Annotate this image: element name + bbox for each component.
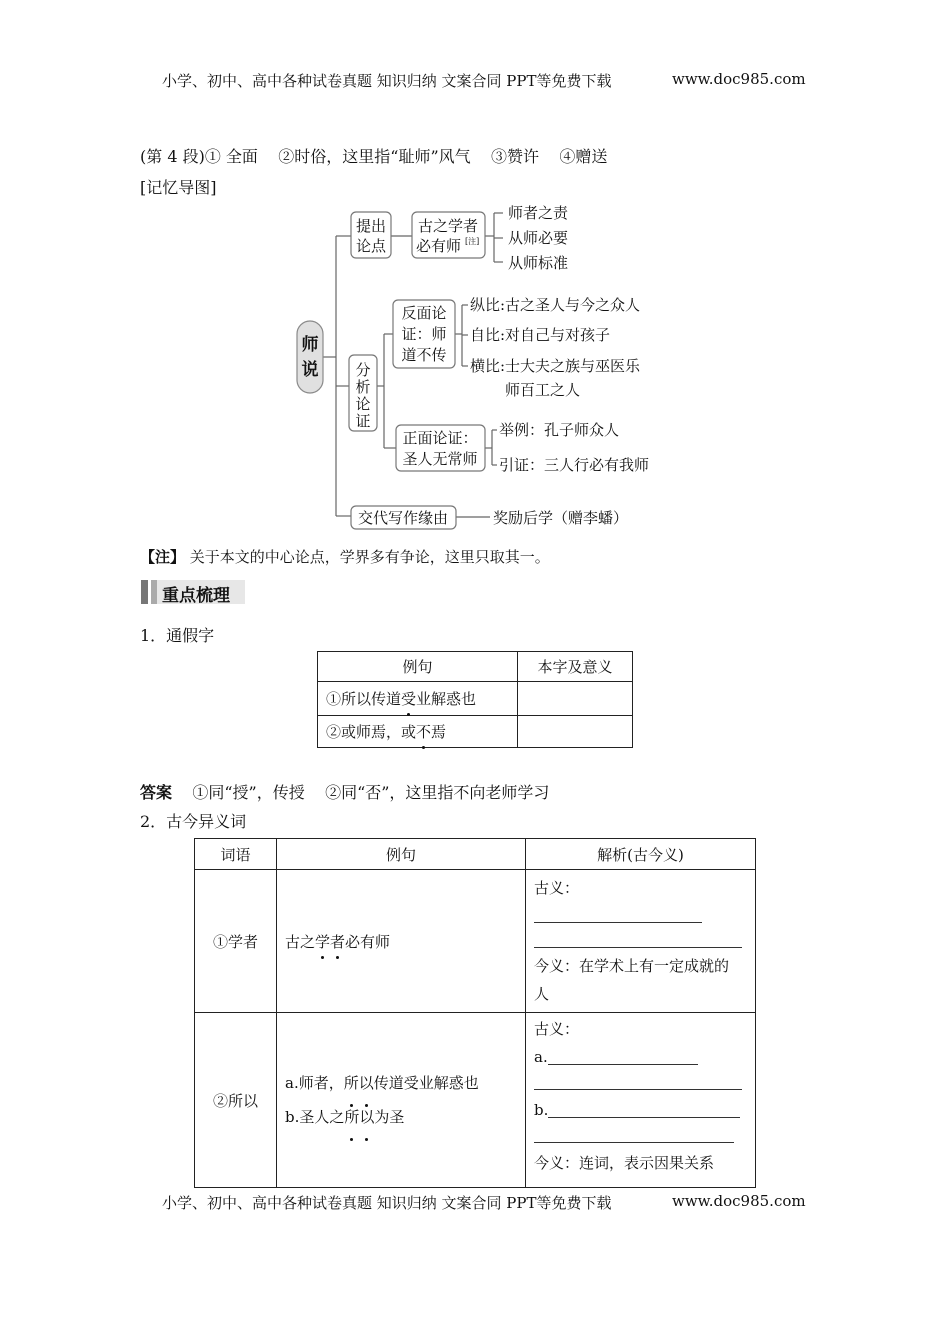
blank-2a-label: a. [534,1048,548,1066]
tongjia-heading: 1．通假字 [140,626,215,645]
notes-line: (第 4 段)① 全面 ②时俗，这里指“耻师”风气 ③赞许 ④赠送 [140,147,608,166]
modern-meaning-2: 今义：连词，表示因果关系 [534,1154,715,1172]
positive-leaf-1: 举例：孔子师众人 [499,421,620,439]
blank-2a-row [534,1043,747,1071]
ancient-label-2: 古义： [534,1020,580,1038]
note-tag: 【注】 [140,548,186,566]
tongjia-sentence-1: ①所以传道受业解惑也 [318,682,518,716]
gujin-sentence-2b: b.圣人之所以为圣 [285,1100,517,1134]
branch2-char-3: 论 [355,395,371,413]
positive-line1: 正面论证： [402,429,478,447]
tongjia-table [317,651,633,748]
gujin-sentence-1: 古之学者必有师 [277,870,526,1013]
branch1-line1: 提出 [355,217,387,235]
branch1-line2: 论点 [355,237,387,255]
gujin-header-word: 词语 [195,839,277,870]
negative-leaf-1: 纵比:古之圣人与今之众人 [470,296,641,314]
negative-line3: 道不传 [401,346,447,364]
blank-2b-label: b. [534,1101,549,1119]
note-line [140,546,550,567]
thesis-note-mark: [注] [465,237,480,246]
branch2-char-1: 分 [355,361,371,379]
negative-leaf-2: 自比:对自己与对孩子 [470,326,611,344]
tongjia-sentence-2: ②或师焉，或不焉 [318,716,518,748]
branch2-char-4: 证 [355,412,371,430]
blank-2b-row [534,1096,747,1124]
blank-2b2[interactable] [534,1126,734,1143]
tongjia-answer-cell-1[interactable] [518,682,633,716]
blank-2a[interactable] [548,1048,698,1065]
gujin-sentence-2 [277,1013,526,1188]
section-title: 重点梳理 [162,586,230,606]
gujin-analysis-1 [526,870,756,1013]
gujin-word-2: ②所以 [195,1013,277,1188]
blank-1b[interactable] [534,931,742,948]
table-row [195,870,756,1013]
memory-map-label: [记忆导图] [140,178,217,197]
negative-leaf-3: 横比:士大夫之族与巫医乐 [470,357,641,375]
positive-leaf-2: 引证：三人行必有我师 [499,456,650,474]
gujin-word-1: ①学者 [195,870,277,1013]
root-node [297,321,323,393]
thesis-line1: 古之学者 [417,217,479,235]
branch3-label: 交代写作缘由 [357,509,449,527]
positive-line2: 圣人无常师 [402,450,478,468]
thesis-line2: 必有师 [416,237,462,255]
modern-meaning-1: 今义：在学术上有一定成就的人 [534,957,730,1003]
gujin-table [194,838,756,1188]
mind-map [0,0,950,545]
gujin-sentence-2a: a.师者，所以传道受业解惑也 [285,1066,517,1100]
root-char-2: 说 [301,360,319,380]
branch3-leaf: 奖励后学（赠李蟠） [493,509,629,527]
gujin-header-analysis: 解析(古今义) [526,839,756,870]
root-char-1: 师 [301,335,319,355]
footer-url: www.doc985.com [672,1192,806,1210]
note-text: 关于本文的中心论点，学界多有争论，这里只取其一。 [189,548,550,566]
answer-line [140,780,549,803]
branch2-char-2: 析 [355,378,371,396]
header-text: 小学、初中、高中各种试卷真题 知识归纳 文案合同 PPT等免费下载 [162,72,612,90]
gujin-analysis-2 [526,1013,756,1188]
blank-1a[interactable] [534,906,702,923]
tongjia-header-meaning: 本字及意义 [518,652,633,682]
blank-2a2[interactable] [534,1073,742,1090]
answer-label: 答案 [140,783,173,802]
table-row [318,716,633,748]
negative-line1: 反面论 [401,304,447,322]
branch1-leaf-3: 从师标准 [508,254,569,272]
gujin-header-sentence: 例句 [277,839,526,870]
tongjia-answer-cell-2[interactable] [518,716,633,748]
header-url: www.doc985.com [672,70,806,88]
ancient-label-1: 古义： [534,879,580,897]
table-row [195,1013,756,1188]
branch1-leaf-1: 师者之责 [508,204,569,222]
blank-2b[interactable] [548,1101,740,1118]
answer-text: ①同“授”，传授 ②同“否”，这里指不向老师学习 [192,783,550,802]
negative-leaf-4: 师百工之人 [505,381,581,399]
table-row [318,682,633,716]
negative-line2: 证：师 [401,325,447,343]
footer-text: 小学、初中、高中各种试卷真题 知识归纳 文案合同 PPT等免费下载 [162,1194,612,1212]
tongjia-header-sentence: 例句 [318,652,518,682]
branch1-leaf-2: 从师必要 [508,229,569,247]
gujin-heading: 2．古今异义词 [140,812,247,831]
